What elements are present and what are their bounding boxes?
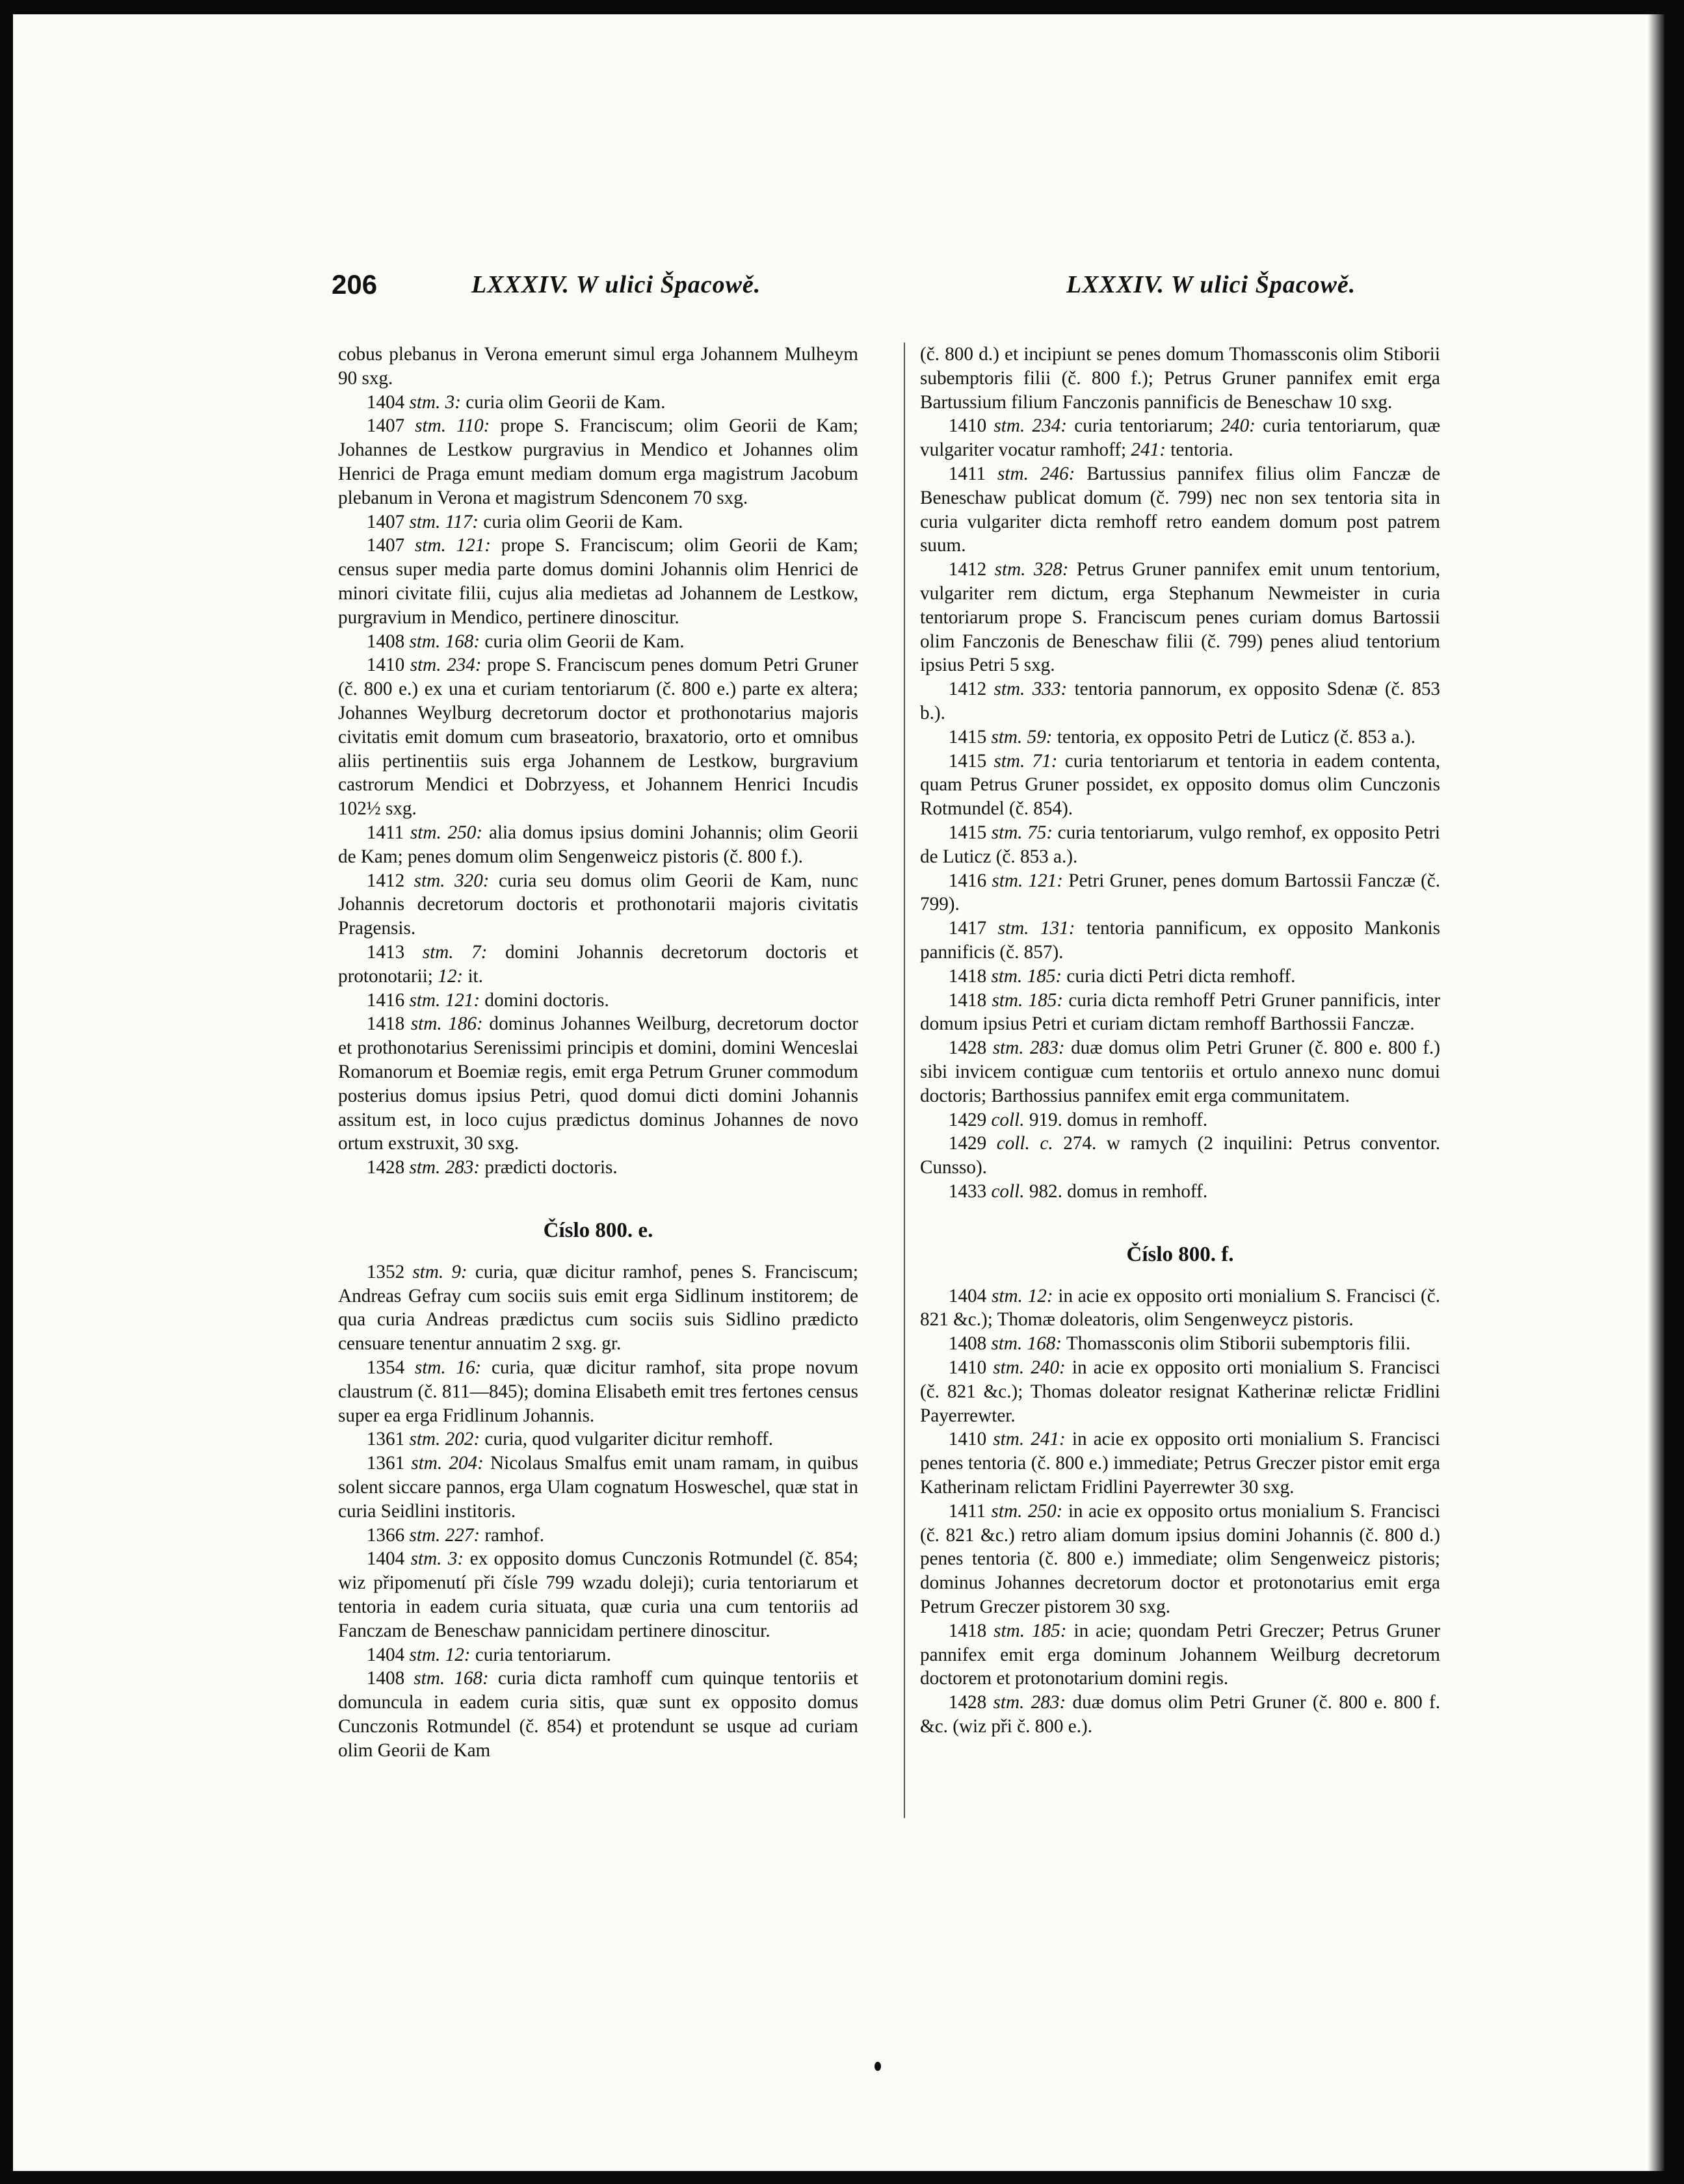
entry: 1416 stm. 121: Petri Gruner, penes domum Bartossii Fanczæ (č. 799). [920, 870, 1441, 915]
entry: 1428 stm. 283: prædicti doctoris. [366, 1157, 618, 1178]
entry: 1407 stm. 110: prope S. Franciscum; olim Georii de Kam; Johannes de Lestkow purgravius in Mendico et Johannes olim Henrici de Praga emunt mediam domum erga magistrum Jacobum plebanum in Verona et magistrum Sdenconem 70 sxg. [338, 415, 859, 508]
entry: 1411 stm. 250: in acie ex opposito ortus monialium S. Francisci (č. 821 &c.) retro aliam domum ipsius domini Johannis (č. 800 d.) penes tentoria (č. 800 e.) immediate; olim Sengenweicz pistoris; dominus Johannes decretorum doctor et protonotarius emit erga Petrum Greczer pistorem 30 sxg. [920, 1500, 1441, 1618]
entry: 1428 stm. 283: duæ domus olim Petri Gruner (č. 800 e. 800 f. &c. (wiz při č. 800 e.). [920, 1692, 1441, 1737]
entry: 1415 stm. 59: tentoria, ex opposito Petri de Luticz (č. 853 a.). [948, 726, 1415, 748]
ink-spot [875, 2062, 881, 2071]
entry: 1410 stm. 234: prope S. Franciscum penes domum Petri Gruner (č. 800 e.) ex una et curiam tentoriarum (č. 800 e.) parte ex altera; Johannes Weylburg decretorum doctor et prothonotarius majoris civitatis emit domum cum braseatorio, braxatorio, orto et omnibus aliis pertinentiis suis erga Johannem de Lestkow, burgravium castrorum Mendici et Dobrzyess, et Johannem Henrici Incudis 102½ sxg. [338, 655, 859, 820]
scan-edge-shadow [1648, 14, 1664, 2171]
entry: 1415 stm. 71: curia tentoriarum et tentoria in eadem contenta, quam Petrus Gruner possidet, ex opposito domus olim Cunczonis Rotmundel (č. 854). [920, 750, 1441, 820]
entry: 1429 coll. 919. domus in remhoff. [948, 1109, 1208, 1130]
entry: 1418 stm. 186: dominus Johannes Weilburg, decretorum doctor et prothonotarius Serenissimi principis et domini, domini Wenceslai Romanorum et Boemiæ regis, emit erga Petrum Gruner commodum posterius domus ipsius Petri, quod domui dicti domini Johannis assitum est, in loco cujus prædictus dominus Johannes de novo ortum exstruxit, 30 sxg. [338, 1013, 859, 1154]
entry: 1418 stm. 185: curia dicti Petri dicta remhoff. [948, 965, 1296, 987]
entry: 1412 stm. 328: Petrus Gruner pannifex emit unum tentorium, vulgariter rem dictum, erga Stephanum Newmeister in curia tentoriarum prope S. Franciscum penes curiam domus Bartossii olim Fanczonis de Beneschaw filii (č. 799) penes aliud tentorium ipsius Petri 5 sxg. [920, 559, 1441, 676]
entry: 1410 stm. 241: in acie ex opposito orti monialium S. Francisci penes tentoria (č. 800 e.) immediate; Petrus Greczer pistor emit erga Katherinam relictam Fridlini Payerrewter 30 sxg. [920, 1429, 1441, 1498]
entry: 1433 coll. 982. domus in remhoff. [948, 1180, 1208, 1202]
entry: 1404 stm. 12: curia tentoriarum. [366, 1644, 611, 1665]
section-heading: Číslo 800. f. [1126, 1242, 1234, 1266]
right-column [920, 343, 1440, 1739]
entry: 1361 stm. 204: Nicolaus Smalfus emit unam ramam, in quibus solent siccare pannos, erga Ulam cognatum Hosweschel, quæ stat in curia Seidlini institoris. [338, 1453, 859, 1522]
entry: 1418 stm. 185: in acie; quondam Petri Greczer; Petrus Gruner pannifex emit erga dominum Johannem Weilburg decretorum doctorem et protonotarium domini regis. [920, 1620, 1440, 1689]
entry: 1408 stm. 168: curia dicta ramhoff cum quinque tentoriis et domuncula in eadem curia sitis, quæ sunt ex opposito domus Cunczonis Rotmundel (č. 854) et protendunt se usque ad curiam olim Georii de Kam [338, 1668, 859, 1761]
column-divider [904, 343, 905, 1818]
running-header [332, 269, 1437, 308]
entry: 1412 stm. 333: tentoria pannorum, ex opposito Sdenæ (č. 853 b.). [920, 679, 1441, 723]
scanned-page [13, 14, 1664, 2171]
paragraph: cobus plebanus in Verona emerunt simul erga Johannem Mulheym 90 sxg. [338, 344, 858, 389]
page-number: 206 [332, 269, 378, 300]
entry: 1429 coll. c. 274. w ramych (2 inquilini: Petrus conventor. Cunsso). [920, 1133, 1441, 1178]
running-title-left: LXXXIV. W ulici Špacowě. [471, 271, 761, 298]
entry: 1404 stm. 3: curia olim Georii de Kam. [366, 391, 666, 413]
entry: 1410 stm. 240: in acie ex opposito orti monialium S. Francisci (č. 821 &c.); Thomas doleator resignat Katherinæ relictæ Fridlini Payerrewter. [920, 1357, 1441, 1426]
entry: 1361 stm. 202: curia, quod vulgariter dicitur remhoff. [366, 1429, 774, 1450]
entry: 1354 stm. 16: curia, quæ dicitur ramhof, sita prope novum claustrum (č. 811—845); domina Elisabeth emit tres fertones census super ea erga Fridlinum Johannis. [338, 1357, 859, 1426]
entry: 1417 stm. 131: tentoria pannificum, ex opposito Mankonis pannificis (č. 857). [920, 918, 1441, 963]
entry: 1404 stm. 3: ex opposito domus Cunczonis Rotmundel (č. 854; wiz připomenutí při čísle 799 wzadu doleji); curia tentoriarum et tentoria in eadem curia situata, quæ curia una cum tentoriis ad Fanczam de Beneschaw pannicidam pertinere dinoscitur. [338, 1548, 858, 1641]
left-column [338, 343, 858, 1763]
entry: 1412 stm. 320: curia seu domus olim Georii de Kam, nunc Johannis decretorum doctoris et prothonotarii majoris civitatis Pragensis. [338, 870, 859, 939]
entry: 1413 stm. 7: domini Johannis decretorum doctoris et protonotarii; 12: it. [338, 941, 859, 987]
entry: 1428 stm. 283: duæ domus olim Petri Gruner (č. 800 e. 800 f.) sibi invicem contiguæ cum tentoriis et ortulo annexo nunc domui doctoris; Barthossius pannifex emit erga communitatem. [920, 1037, 1441, 1106]
paragraph: (č. 800 d.) et incipiunt se penes domum Thomassconis olim Stiborii subemptoris filii (č. 800 f.); Petrus Gruner pannifex emit erga Bartussium filium Fanczonis pannificis de Beneschaw 10 sxg. [920, 344, 1440, 413]
entry: 1352 stm. 9: curia, quæ dicitur ramhof, penes S. Franciscum; Andreas Gefray cum sociis suis emit erga Sidlinum institorem; de qua curia Andreas prædictus cum sociis suis Sidlino prædicto censuare tenentur annuatim 2 sxg. gr. [338, 1261, 859, 1355]
entry: 1418 stm. 185: curia dicta remhoff Petri Gruner pannificis, inter domum ipsius Petri et curiam dictam remhoff Barthossii Fanczæ. [920, 989, 1441, 1035]
entry: 1408 stm. 168: curia olim Georii de Kam. [366, 630, 685, 652]
entry: 1415 stm. 75: curia tentoriarum, vulgo remhof, ex opposito Petri de Luticz (č. 853 a.). [920, 822, 1441, 867]
entry: 1407 stm. 121: prope S. Franciscum; olim Georii de Kam; census super media parte domus domini Johannis olim Henrici de minori civitate filii, cujus alia medietas ad Johannem de Lestkow, purgravium in Mendico, pertinere dinoscitur. [338, 535, 859, 628]
section-heading: Číslo 800. e. [543, 1218, 653, 1242]
entry: 1408 stm. 168: Thomassconis olim Stiborii subemptoris filii. [948, 1333, 1411, 1355]
entry: 1407 stm. 117: curia olim Georii de Kam. [366, 511, 683, 532]
entry: 1366 stm. 227: ramhof. [366, 1524, 545, 1546]
entry: 1411 stm. 246: Bartussius pannifex filius olim Fanczæ de Beneschaw publicat domum (č. 799) nec non sex tentoria sita in curia vulgariter dicta remhoff retro eandem domum post patrem suum. [920, 463, 1441, 556]
entry: 1411 stm. 250: alia domus ipsius domini Johannis; olim Georii de Kam; penes domum olim Sengenweicz pistoris (č. 800 f.). [338, 822, 859, 867]
entry: 1410 stm. 234: curia tentoriarum; 240: curia tentoriarum, quæ vulgariter vocatur ramhoff; 241: tentoria. [920, 415, 1441, 461]
entry: 1404 stm. 12: in acie ex opposito orti monialium S. Francisci (č. 821 &c.); Thomæ doleatoris, olim Sengenweycz pistoris. [920, 1285, 1441, 1331]
entry: 1416 stm. 121: domini doctoris. [366, 989, 609, 1011]
running-title-right: LXXXIV. W ulici Špacowě. [1066, 271, 1356, 298]
